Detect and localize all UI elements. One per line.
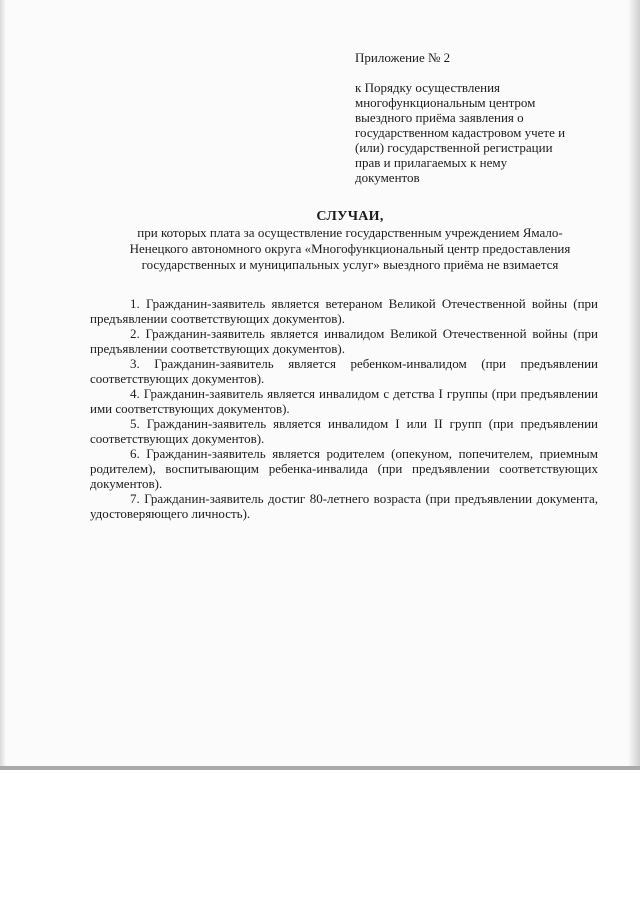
appendix-description-line: к Порядку осуществления [355,80,501,95]
appendix-description-line: выездного приёма заявления о [355,110,524,125]
scan-edge-right [628,0,640,766]
document-title: СЛУЧАИ, [316,209,384,224]
appendix-number: Приложение № 2 [355,50,451,65]
case-item: 2. Гражданин-заявитель является инвалидом Великой Отечественной войны (при предъявлении соответствующих документов). [90,326,598,356]
appendix-description-line: многофункциональным центром [355,95,536,110]
cases-list [90,296,598,521]
appendix-description [355,80,615,185]
appendix-description-line: государственном кадастровом учете и [355,125,566,140]
appendix-description-line: прав и прилагаемых к нему [355,155,508,170]
subtitle-line: при которых плата за осуществление государственным учреждением Ямало- [137,225,563,240]
appendix-description-line: (или) государственной регистрации [355,140,553,155]
document-heading [80,209,620,273]
appendix-description-line: документов [355,170,420,185]
appendix-header [355,50,615,185]
subtitle-line: Ненецкого автономного округа «Многофункциональный центр предоставления [129,241,571,256]
case-item: 3. Гражданин-заявитель является ребенком-инвалидом (при предъявлении соответствующих документов). [90,356,598,386]
case-item: 6. Гражданин-заявитель является родителем (опекуном, попечителем, приемным родителем), воспитывающим ребенка-инвалида (при предъявлении соответствующих документов). [90,446,598,491]
case-item: 7. Гражданин-заявитель достиг 80-летнего возраста (при предъявлении документа, удостоверяющего личность). [90,491,598,521]
case-item: 1. Гражданин-заявитель является ветераном Великой Отечественной войны (при предъявлении соответствующих документов). [90,296,598,326]
document-subtitle [80,225,620,273]
subtitle-line: государственных и муниципальных услуг» выездного приёма не взимается [141,257,559,272]
case-item: 4. Гражданин-заявитель является инвалидом с детства I группы (при предъявлении ими соответствующих документов). [90,386,598,416]
case-item: 5. Гражданин-заявитель является инвалидом I или II групп (при предъявлении соответствующих документов). [90,416,598,446]
scan-edge-left [0,0,6,766]
